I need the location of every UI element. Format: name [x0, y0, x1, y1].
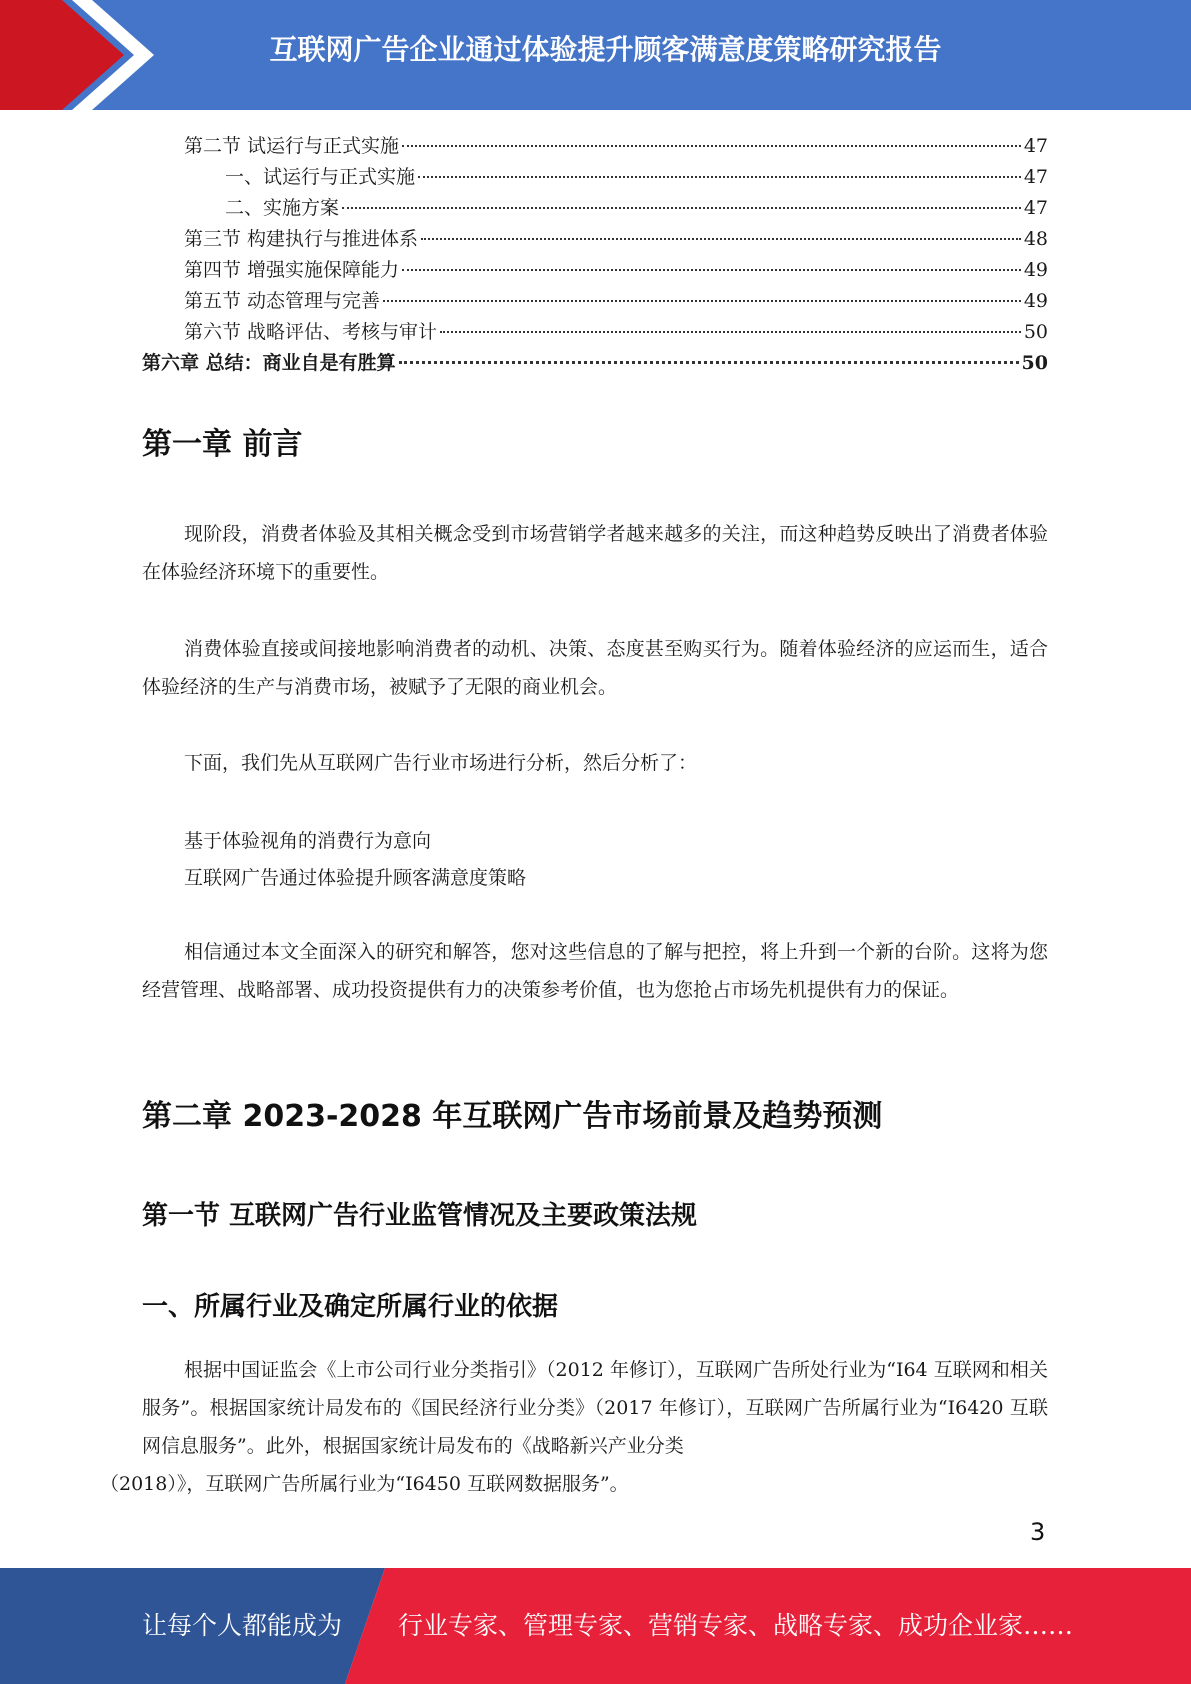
page-footer	[0, 1568, 1191, 1684]
toc-row[interactable]	[142, 286, 1048, 317]
toc-title: 第六章 总结：商业自是有胜算	[142, 352, 396, 374]
toc-row[interactable]	[142, 255, 1048, 286]
toc-page-number: 47	[1023, 197, 1048, 219]
toc-page-number: 49	[1023, 290, 1048, 312]
toc-page-number: 47	[1023, 135, 1048, 157]
paragraph-text: 根据中国证监会《上市公司行业分类指引》（2012 年修订），互联网广告所处行业为“I64 互联网和相关服务”。根据国家统计局发布的《国民经济行业分类》（2017 年修订），互联网广告所属行业为“I6420 互联网信息服务”。此外，根据国家统计局发布的《战略新兴产业分类	[142, 1359, 1048, 1457]
toc-title: 第三节 构建执行与推进体系	[184, 228, 419, 250]
toc-dot-leader	[399, 361, 1019, 364]
section-1-heading: 第一节 互联网广告行业监管情况及主要政策法规	[142, 1201, 698, 1231]
toc-title: 一、试运行与正式实施	[225, 166, 416, 188]
chapter-2-paragraph-1	[100, 1351, 1048, 1503]
table-of-contents	[142, 131, 1048, 379]
toc-row[interactable]	[142, 162, 1048, 193]
footer-slogan-left: 让每个人都能成为	[142, 1611, 343, 1640]
chapter-1-heading: 第一章 前言	[142, 427, 303, 462]
toc-dot-leader	[421, 238, 1021, 240]
toc-dot-leader	[402, 145, 1021, 147]
subsection-1-heading: 一、所属行业及确定所属行业的依据	[142, 1292, 559, 1322]
toc-dot-leader	[418, 176, 1021, 178]
toc-page-number: 49	[1023, 259, 1048, 281]
toc-dot-leader	[342, 207, 1021, 209]
chapter-2-heading: 第二章 2023-2028 年互联网广告市场前景及趋势预测	[142, 1099, 883, 1134]
toc-page-number: 48	[1023, 228, 1048, 250]
toc-row[interactable]	[142, 348, 1048, 379]
toc-page-number: 47	[1023, 166, 1048, 188]
toc-dot-leader	[440, 331, 1021, 333]
toc-title: 第五节 动态管理与完善	[184, 290, 381, 312]
toc-dot-leader	[402, 269, 1021, 271]
chapter-1-paragraph-1: 现阶段，消费者体验及其相关概念受到市场营销学者越来越多的关注，而这种趋势反映出了消费者体验在体验经济环境下的重要性。	[142, 523, 1048, 583]
toc-page-number: 50	[1021, 352, 1048, 374]
chapter-1-list-item-1: 基于体验视角的消费行为意向	[184, 830, 432, 852]
toc-title: 第四节 增强实施保障能力	[184, 259, 400, 281]
toc-dot-leader	[383, 300, 1021, 302]
toc-title: 第六节 战略评估、考核与审计	[184, 321, 438, 343]
toc-row[interactable]	[142, 317, 1048, 348]
footer-slogan-right: 行业专家、管理专家、营销专家、战略专家、成功企业家……	[398, 1611, 1074, 1640]
paragraph-text-continued: （2018）》，互联网广告所属行业为“I6450 互联网数据服务”。	[100, 1473, 629, 1495]
chapter-1-paragraph-4: 相信通过本文全面深入的研究和解答，您对这些信息的了解与把控，将上升到一个新的台阶。这将为您经营管理、战略部署、成功投资提供有力的决策参考价值，也为您抢占市场先机提供有力的保证。	[142, 941, 1048, 1001]
toc-title: 二、实施方案	[225, 197, 340, 219]
page-number: 3	[1030, 1518, 1046, 1546]
toc-row[interactable]	[142, 193, 1048, 224]
chapter-1-list-item-2: 互联网广告通过体验提升顾客满意度策略	[184, 867, 527, 889]
chapter-1-paragraph-2: 消费体验直接或间接地影响消费者的动机、决策、态度甚至购买行为。随着体验经济的应运而生，适合体验经济的生产与消费市场，被赋予了无限的商业机会。	[142, 638, 1048, 698]
chapter-1-paragraph-3: 下面，我们先从互联网广告行业市场进行分析，然后分析了：	[184, 752, 698, 774]
toc-row[interactable]	[142, 224, 1048, 255]
report-title: 互联网广告企业通过体验提升顾客满意度策略研究报告	[269, 33, 942, 66]
page-header	[0, 0, 1191, 110]
toc-row[interactable]	[142, 131, 1048, 162]
toc-page-number: 50	[1023, 321, 1048, 343]
toc-title: 第二节 试运行与正式实施	[184, 135, 400, 157]
